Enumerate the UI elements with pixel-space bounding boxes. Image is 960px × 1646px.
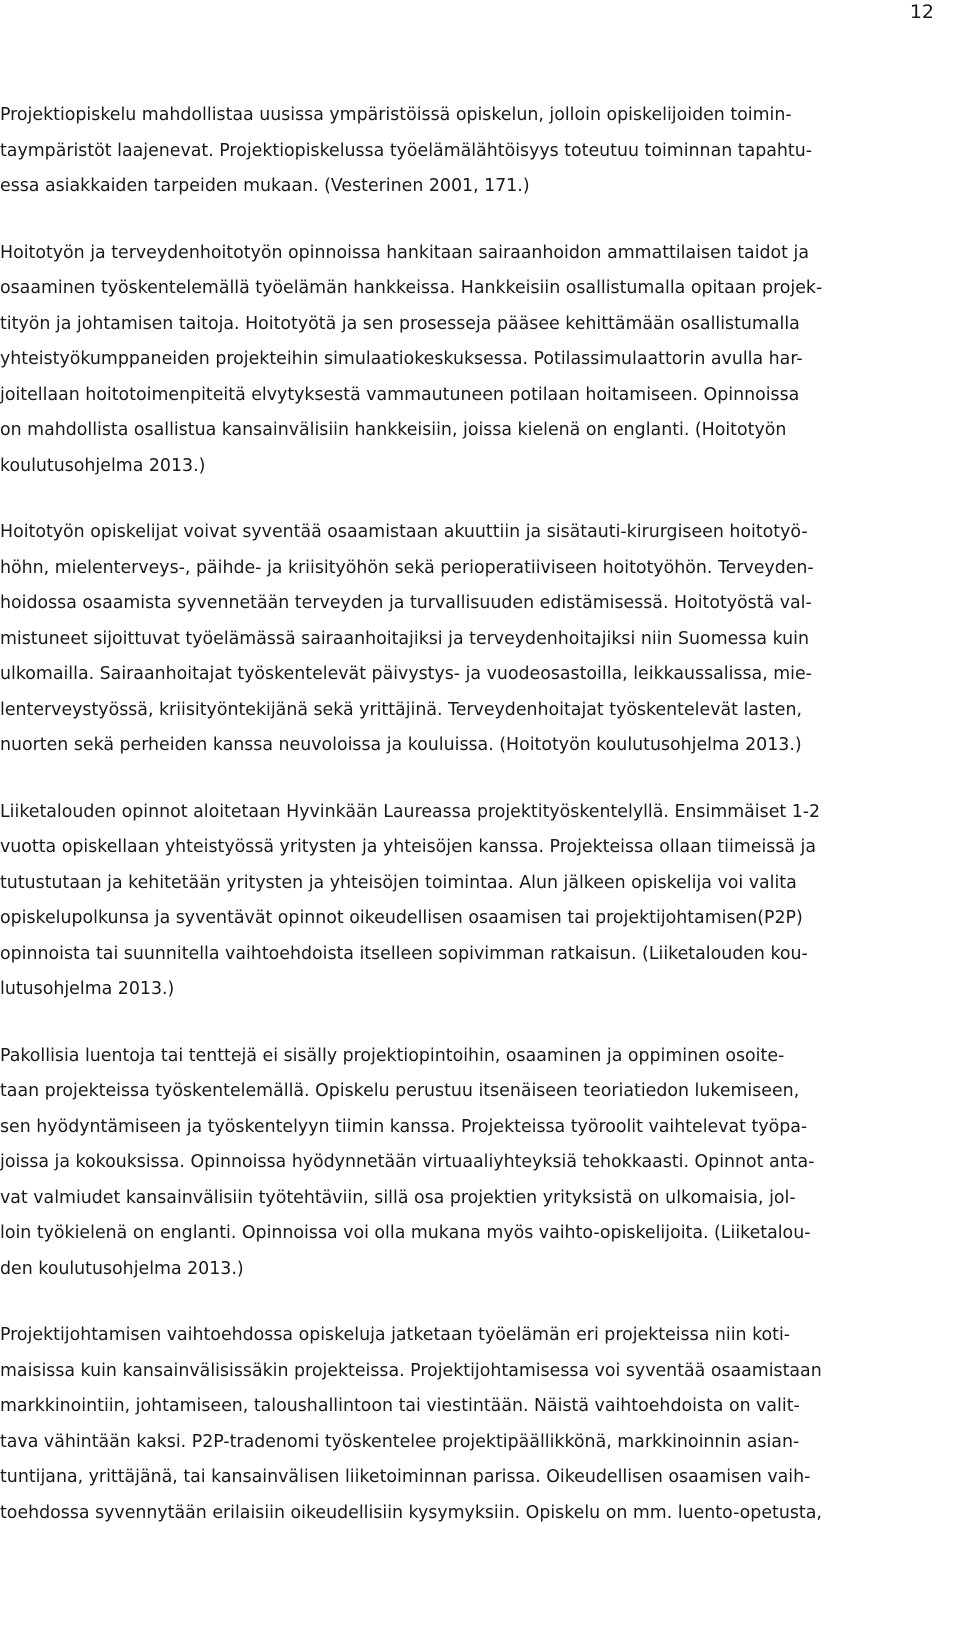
text-line: Liiketalouden opinnot aloitetaan Hyvinkään Laureassa projektityöskentelyllä. Ensimmäiset 1-2 — [0, 801, 821, 822]
text-line: mistuneet sijoittuvat työelämässä sairaanhoitajiksi ja terveydenhoitajiksi niin Suomessa kuin — [0, 628, 809, 649]
text-line: hoidossa osaamista syvennetään terveyden ja turvallisuuden edistämisessä. Hoitotyöstä val- — [0, 593, 812, 613]
text-line: den koulutusohjelma 2013.) — [0, 1258, 244, 1279]
text-line: sen hyödyntämiseen ja työskentelyyn tiimin kanssa. Projekteissa työroolit vaihtelevat työpa- — [0, 1116, 808, 1137]
text-line: tava vähintään kaksi. P2P-tradenomi työskentelee projektipäällikkönä, markkinoinnin asian- — [0, 1431, 800, 1452]
text-line: vuotta opiskellaan yhteistyössä yritysten ja yhteisöjen kanssa. Projekteissa ollaan tiimeissä ja — [0, 837, 817, 857]
page-number: 12 — [909, 1, 934, 23]
text-line: toehdossa syvennytään erilaisiin oikeudellisiin kysymyksiin. Opiskelu on mm. luento-opetusta, — [0, 1502, 822, 1523]
text-line: osaaminen työskentelemällä työelämän hankkeissa. Hankkeisiin osallistumalla opitaan projek- — [0, 278, 823, 298]
text-line: Projektiopiskelu mahdollistaa uusissa ympäristöissä opiskelun, jolloin opiskelijoiden toimin- — [0, 105, 792, 125]
text-line: koulutusohjelma 2013.) — [0, 455, 206, 476]
paragraph-6 — [0, 1318, 960, 1531]
text-line: joitellaan hoitotoimenpiteitä elvytyksestä vammautuneen potilaan hoitamiseen. Opinnoissa — [0, 384, 800, 405]
text-line: markkinointiin, johtamiseen, taloushallintoon tai viestintään. Näistä vaihtoehdoista on valit- — [0, 1396, 800, 1416]
text-line: loin työkielenä on englanti. Opinnoissa voi olla mukana myös vaihto-opiskelijoita. (Liiketalou- — [0, 1223, 811, 1243]
text-line: joissa ja kokouksissa. Opinnoissa hyödynnetään virtuaaliyhteyksiä tehokkaasti. Opinnot anta- — [0, 1152, 815, 1172]
text-line: Hoitotyön opiskelijat voivat syventää osaamistaan akuuttiin ja sisätauti-kirurgiseen hoitotyö- — [0, 522, 808, 542]
paragraph-5 — [0, 1039, 960, 1288]
text-line: maisissa kuin kansainvälisissäkin projekteissa. Projektijohtamisessa voi syventää osaamistaan — [0, 1360, 822, 1381]
text-line: tutustutaan ja kehitetään yritysten ja yhteisöjen toimintaa. Alun jälkeen opiskelija voi valita — [0, 872, 797, 893]
document-body — [0, 98, 960, 1562]
text-line: taan projekteissa työskentelemällä. Opiskelu perustuu itsenäiseen teoriatiedon lukemiseen, — [0, 1081, 800, 1101]
text-line: Projektijohtamisen vaihtoehdossa opiskeluja jatketaan työelämän eri projekteissa niin koti- — [0, 1325, 791, 1345]
text-line: Hoitotyön ja terveydenhoitotyön opinnoissa hankitaan sairaanhoidon ammattilaisen taidot ja — [0, 242, 810, 263]
text-line: on mahdollista osallistua kansainvälisiin hankkeisiin, joissa kielenä on englanti. (Hoitotyön — [0, 420, 787, 440]
text-line: höhn, mielenterveys-, päihde- ja kriisityöhön sekä perioperatiiviseen hoitotyöhön. Terveyden- — [0, 557, 814, 578]
text-line: essa asiakkaiden tarpeiden mukaan. (Vesterinen 2001, 171.) — [0, 176, 530, 196]
text-line: nuorten sekä perheiden kanssa neuvoloissa ja kouluissa. (Hoitotyön koulutusohjelma 2013.) — [0, 735, 802, 755]
text-line: Pakollisia luentoja tai tenttejä ei sisälly projektiopintoihin, osaaminen ja oppiminen osoite- — [0, 1045, 785, 1066]
text-line: opinnoista tai suunnitella vaihtoehdoista itselleen sopivimman ratkaisun. (Liiketalouden kou- — [0, 943, 808, 964]
text-line: ulkomailla. Sairaanhoitajat työskentelevät päivystys- ja vuodeosastoilla, leikkaussalissa, mie- — [0, 664, 812, 684]
paragraph-4 — [0, 795, 960, 1008]
text-line: lutusohjelma 2013.) — [0, 979, 175, 999]
paragraph-2 — [0, 236, 960, 485]
text-line: vat valmiudet kansainvälisiin työtehtäviin, sillä osa projektien yrityksistä on ulkomaisia, jol- — [0, 1187, 796, 1208]
text-line: tuntijana, yrittäjänä, tai kansainvälisen liiketoiminnan parissa. Oikeudellisen osaamisen vaih- — [0, 1467, 811, 1487]
paragraph-1 — [0, 98, 960, 205]
text-line: yhteistyökumppaneiden projekteihin simulaatiokeskuksessa. Potilassimulaattorin avulla har- — [0, 349, 803, 369]
text-line: taympäristöt laajenevat. Projektiopiskelussa työelämälähtöisyys toteutuu toiminnan tapahtu- — [0, 140, 813, 161]
paragraph-3 — [0, 515, 960, 764]
text-line: lenterveystyössä, kriisityöntekijänä sekä yrittäjinä. Terveydenhoitajat työskentelevät lasten, — [0, 699, 803, 720]
text-line: tityön ja johtamisen taitoja. Hoitotyötä ja sen prosesseja pääsee kehittämään osallistumalla — [0, 313, 800, 334]
text-line: opiskelupolkunsa ja syventävät opinnot oikeudellisen osaamisen tai projektijohtamisen(P2P) — [0, 908, 803, 928]
